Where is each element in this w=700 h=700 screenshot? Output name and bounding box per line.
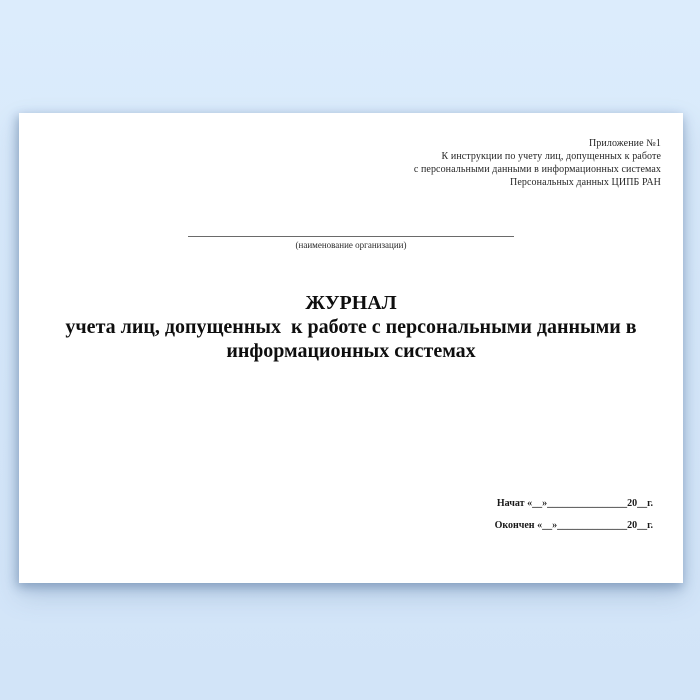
appendix-line-2: К инструкции по учету лиц, допущенных к работе — [441, 151, 661, 162]
appendix-line-4: Персональных данных ЦИПБ РАН — [510, 177, 661, 188]
appendix-header-block — [414, 137, 661, 189]
date-started-line: Начат «__»________________20__г. — [496, 498, 653, 509]
organization-name-caption: (наименование организации) — [295, 240, 407, 250]
appendix-line-3: с персональными данными в информационных системах — [413, 164, 661, 175]
journal-title — [19, 291, 683, 363]
date-finished-line: Окончен «__»______________20__г. — [494, 520, 653, 531]
journal-title-line-1: ЖУРНАЛ — [305, 292, 397, 314]
journal-cover-page — [19, 113, 683, 583]
appendix-line-1: Приложение №1 — [588, 138, 661, 149]
journal-title-line-3: информационных системах — [226, 340, 476, 362]
journal-title-line-2: учета лиц, допущенных к работе с персональными данными в — [65, 316, 637, 338]
organization-name-blank-line — [188, 222, 514, 237]
organization-name-block — [188, 222, 514, 250]
